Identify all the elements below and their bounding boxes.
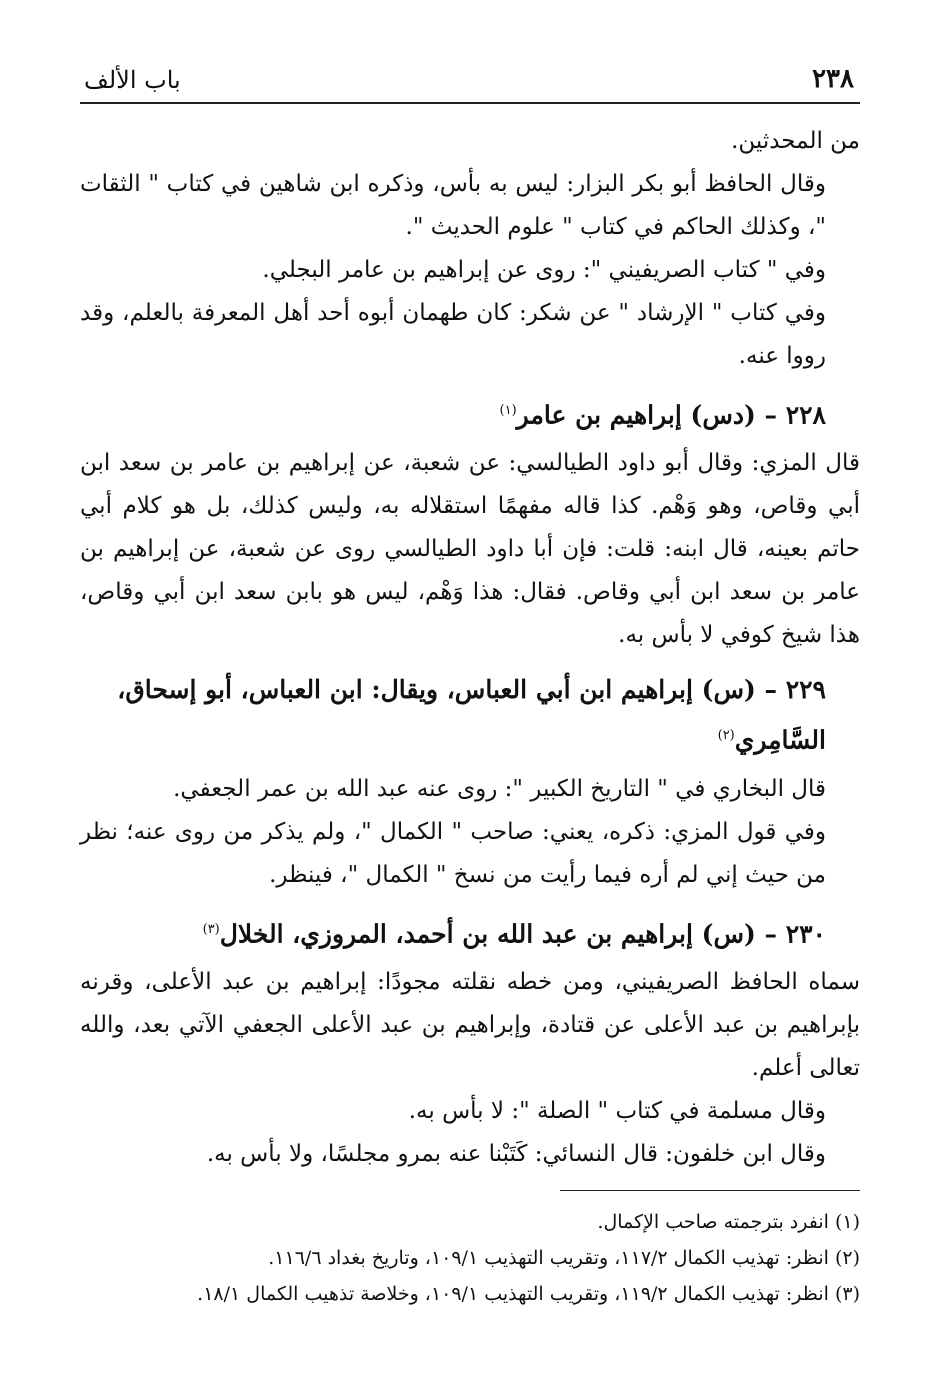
paragraph: وفي " كتاب الصريفيني ": روى عن إبراهيم بن عامر البجلي. — [262, 257, 826, 283]
footnote: (٢) انظر: تهذيب الكمال ١١٧/٢، وتقريب التهذيب ١٠٩/١، وتاريخ بغداد ١١٦/٦. — [268, 1247, 860, 1269]
footnotes — [80, 1204, 860, 1312]
entry-heading-229 — [80, 667, 860, 763]
chapter-title: باب الألف — [84, 66, 181, 94]
footnote: (٣) انظر: تهذيب الكمال ١١٩/٢، وتقريب التهذيب ١٠٩/١، وخلاصة تذهيب الكمال ١٨/١. — [197, 1283, 860, 1305]
footnote-ref: (٢) — [717, 728, 735, 744]
heading-text: ٢٣٠ – (س) إبراهيم بن عبد الله بن أحمد، المروزي، الخلال — [219, 918, 826, 948]
paragraph: وفي كتاب " الإرشاد " عن شكر: كان طهمان أبوه أحد أهل المعرفة بالعلم، وقد رووا عنه. — [80, 300, 826, 369]
heading-text: ٢٢٩ – (س) إبراهيم ابن أبي العباس، ويقال: ابن العباس، أبو إسحاق، السَّامِري — [117, 675, 826, 755]
heading-text: ٢٢٨ – (دس) إبراهيم بن عامر — [516, 400, 826, 430]
footnote: (١) انفرد بترجمته صاحب الإكمال. — [597, 1211, 860, 1233]
paragraph: سماه الحافظ الصريفيني، ومن خطه نقلته مجودًا: إبراهيم بن عبد الأعلى، وقرنه بإبراهيم بن عبد الأعلى عن قتادة، وإبراهيم بن عبد الأعلى الجعفي الآتي بعد، والله تعالى أعلم. — [80, 968, 860, 1081]
footnote-ref: (٣) — [202, 921, 220, 937]
paragraph: من المحدثين. — [731, 128, 860, 154]
footnote-divider — [560, 1190, 860, 1191]
paragraph: وقال مسلمة في كتاب " الصلة ": لا بأس به. — [408, 1097, 826, 1124]
paragraph: وقال الحافظ أبو بكر البزار: ليس به بأس، وذكره ابن شاهين في كتاب " الثقات "، وكذلك الحاكم في كتاب " علوم الحديث ". — [80, 171, 826, 240]
running-header — [80, 62, 860, 104]
main-text — [80, 120, 860, 1176]
paragraph: قال المزي: وقال أبو داود الطيالسي: عن شعبة، عن إبراهيم بن عامر بن سعد ابن أبي وقاص، وهو وَهْم. كذا قاله مفهمًا استقلاله به، وليس كذلك، بل هو كلام أبي حاتم بعينه، قال ابنه: قلت: فإن أبا داود الطيالسي روى عن شعبة، عن إبراهيم بن عامر بن سعد ابن أبي وقاص. فقال: هذا وَهْم، ليس هو بابن سعد ابن أبي وقاص، هذا شيخ كوفي لا بأس به. — [80, 450, 860, 649]
paragraph: وفي قول المزي: ذكره، يعني: صاحب " الكمال "، ولم يذكر من روى عنه؛ نظر من حيث إني لم أره فيما رأيت من نسخ " الكمال "، فينظر. — [80, 818, 826, 888]
paragraph: قال البخاري في " التاريخ الكبير ": روى عنه عبد الله بن عمر الجعفي. — [173, 775, 826, 802]
entry-heading-228 — [80, 388, 860, 438]
paragraph: وقال ابن خلفون: قال النسائي: كَتَبْنا عنه بمرو مجلسًا، ولا بأس به. — [206, 1140, 826, 1167]
page-number: ٢٣٨ — [812, 64, 854, 94]
entry-heading-230 — [80, 907, 860, 957]
footnote-ref: (١) — [499, 403, 517, 418]
